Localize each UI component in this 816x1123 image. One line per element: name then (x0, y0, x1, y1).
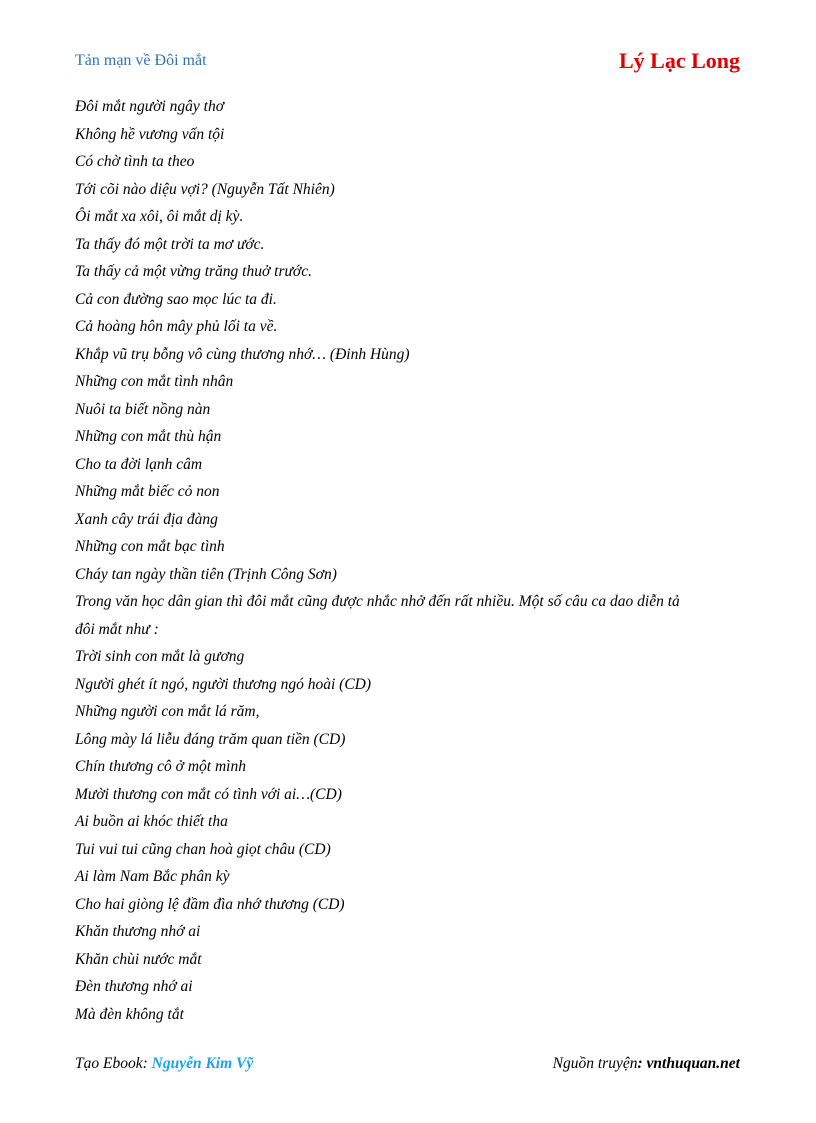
ebook-creator-name: Nguyễn Kim Vỹ (151, 1055, 254, 1072)
text-line: Đèn thương nhớ ai (75, 978, 193, 995)
document-title: Tản mạn về Đôi mắt (75, 52, 207, 69)
poem-body (75, 93, 745, 1028)
text-line: Lông mày lá liễu đáng trăm quan tiền (CD) (75, 730, 346, 748)
text-line: Trời sinh con mắt là gương (75, 648, 245, 665)
source-credit (553, 1055, 740, 1073)
text-line: Những con mắt bạc tình (75, 538, 225, 555)
text-line: Đôi mắt người ngây thơ (75, 98, 224, 115)
text-line: Mười thương con mắt có tình với ai…(CD) (75, 785, 342, 803)
author-name: Lý Lạc Long (618, 48, 740, 73)
source-colon: : (637, 1055, 647, 1072)
text-line: Những con mắt tình nhân (75, 373, 234, 390)
text-line: Cho hai giòng lệ đầm đìa nhớ thương (CD) (75, 895, 345, 913)
text-line: Cả hoàng hôn mây phủ lối ta về. (75, 318, 278, 335)
text-line: đôi mắt như : (75, 620, 159, 638)
text-line: Không hề vương vấn tội (75, 125, 225, 143)
source-site: vnthuquan.net (646, 1055, 740, 1072)
text-line: Ta thấy đó một trời ta mơ ước. (75, 235, 265, 253)
text-line: Nuôi ta biết nồng nàn (75, 400, 211, 418)
text-line: Trong văn học dân gian thì đôi mắt cũng được nhắc nhở đến rất nhiều. Một số câu ca dao diễn tả (75, 593, 680, 610)
text-line: Chín thương cô ở một mình (75, 758, 246, 775)
text-line: Những người con mắt lá răm, (75, 703, 260, 720)
text-line: Khăn chùi nước mắt (75, 950, 202, 968)
text-line: Ai làm Nam Bắc phân kỳ (75, 868, 230, 885)
text-line: Tới cõi nào diệu vợi? (Nguyễn Tất Nhiên) (75, 180, 335, 198)
text-line: Tui vui tui cũng chan hoà giọt châu (CD) (75, 840, 331, 858)
text-line: Ôi mắt xa xôi, ôi mắt dị kỳ. (75, 208, 244, 225)
text-line: Ta thấy cả một vừng trăng thuở trước. (75, 263, 312, 280)
text-line: Có chờ tình ta theo (75, 153, 195, 170)
text-line: Khăn thương nhớ ai (75, 923, 201, 940)
page-footer (75, 1055, 740, 1077)
source-label: Nguồn truyện (552, 1055, 638, 1072)
text-line: Những mắt biếc cỏ non (75, 483, 220, 500)
text-line: Ai buồn ai khóc thiết tha (75, 813, 228, 830)
text-line: Cho ta đời lạnh câm (75, 455, 203, 473)
text-line: Người ghét ít ngó, người thương ngó hoài (CD) (75, 675, 372, 693)
text-line: Cháy tan ngày thần tiên (Trịnh Công Sơn) (75, 565, 337, 583)
text-line: Những con mắt thù hận (75, 428, 222, 445)
ebook-label: Tạo Ebook (75, 1055, 143, 1072)
text-line: Khắp vũ trụ bỗng vô cùng thương nhớ… (Đinh Hùng) (75, 345, 410, 363)
text-line: Cả con đường sao mọc lúc ta đi. (75, 290, 277, 308)
ebook-colon: : (142, 1055, 152, 1072)
text-line: Mà đèn không tắt (75, 1005, 184, 1023)
text-line: Xanh cây trái địa đàng (75, 510, 218, 528)
ebook-credit (75, 1055, 253, 1073)
